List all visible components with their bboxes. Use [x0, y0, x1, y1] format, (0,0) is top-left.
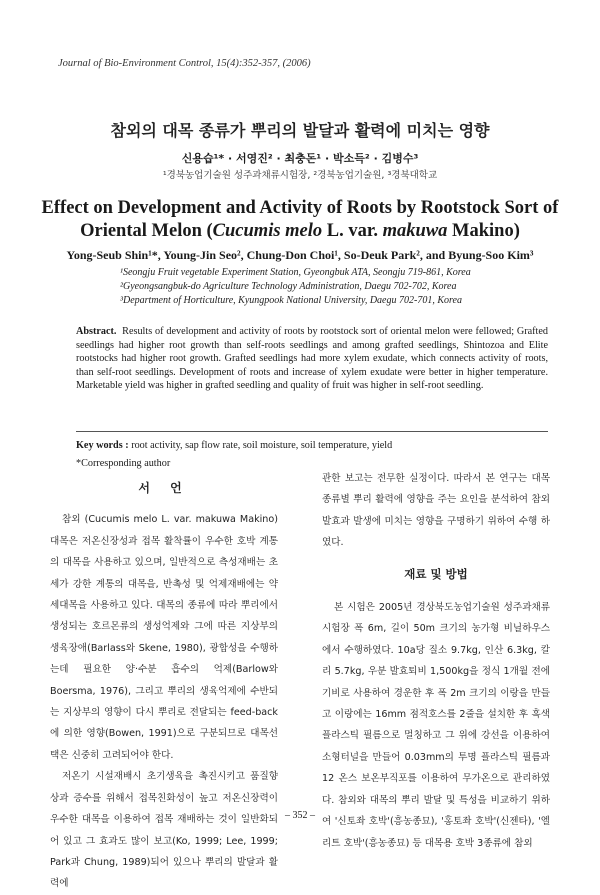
intro-paragraph-2: 저온기 시설재배시 초기생육을 촉진시키고 품질향상과 증수를 위해서 접목친화성이 높고 저온신장력이 우수한 대목을 이용하여 접목 재배하는 것이 일반화되어 있고 그 효과도 많이 보고(Ko, 1999; Lee, 1999; Park과 Chung, 1989)되어 있으나 뿌리의 발달과 활력에	[50, 771, 278, 890]
title-part: Oriental Melon (	[80, 221, 213, 241]
title-part: L. var.	[322, 221, 383, 241]
english-title-line-2	[40, 220, 560, 243]
korean-affiliations: ¹경북농업기술원 성주과채류시험장, ²경북농업기술원, ³경북대학교	[162, 170, 438, 181]
abstract-label: Abstract.	[76, 326, 117, 337]
corresponding-author-note: *Corresponding author	[76, 458, 171, 469]
english-title-line-1: Effect on Development and Activity of Roots by Rootstock Sort of	[41, 198, 559, 218]
affiliation-3: ³Department of Horticulture, Kyungpook National University, Daegu 702-701, Korea	[120, 295, 462, 306]
keywords-list: root activity, sap flow rate, soil moisture, soil temperature, yield	[128, 440, 393, 451]
page-number: – 352 –	[285, 810, 315, 821]
left-column	[50, 478, 278, 895]
english-affiliations	[120, 266, 520, 308]
abstract-text: Results of development and activity of roots by rootstock sort of oriental melon were fellowed; Grafted seedlings had higher root growth than self-roots seedlings and among grafted seedlings, Shintozoa and Elite rootstocks had higher root growth. Grafted seedlings had more xylem exudate, which connects activity of roots, than self-root seedlings. Development of roots and increase of xylem exudate were better in higher temperature. Marketable yield was higher in grafted seedling and quality of fruit was higher in self-root seedling.	[76, 326, 548, 392]
english-authors: Yong-Seub Shin¹*, Young-Jin Seo², Chung-Don Choi¹, So-Deuk Park², and Byung-Soo Kim³	[66, 248, 534, 262]
affiliation-1: ¹Seongju Fruit vegetable Experiment Station, Gyeongbuk ATA, Seongju 719-861, Korea	[120, 267, 471, 278]
korean-title: 참외의 대목 종류가 뿌리의 발달과 활력에 미치는 영향	[110, 121, 490, 140]
affiliation-2: ²Gyeongsangbuk-do Agriculture Technology Administration, Daegu 702-702, Korea	[120, 281, 457, 292]
keywords-label: Key words :	[76, 440, 129, 451]
introduction-heading: 서 언	[138, 481, 190, 495]
title-variety: makuwa	[382, 221, 448, 241]
title-species: Cucumis melo	[212, 221, 323, 241]
methods-heading: 재료 및 방법	[404, 566, 468, 581]
intro-paragraph-continued: 관한 보고는 전무한 실정이다. 따라서 본 연구는 대목종류별 뿌리 활력에 영향을 주는 요인을 분석하여 참외 발효과 발생에 미치는 영향을 구명하기 위하여 수행 하였다.	[322, 473, 550, 549]
divider	[76, 431, 548, 432]
keywords	[76, 440, 556, 451]
methods-paragraph-1: 본 시험은 2005년 경상북도농업기술원 성주과채류시험장 폭 6m, 길이 50m 크기의 농가형 비닐하우스에서 수행하였다. 10a당 질소 9.7kg, 인산 6.3kg, 칼리 5.7kg, 우분 발효퇴비 1,500kg을 정식 1개월 전에 기비로 사용하여 경운한 후 폭 2m 크기의 이랑을 만들고 이랑에는 16mm 점적호스를 2줄을 설치한 후 흑색 플라스틱 필름으로 멀칭하고 그 위에 강선을 이용하여 소형터널을 만들어 0.03mm의 투명 플라스틱 필름과 12 온스 보온부직포를 이용하여 무가온으로 관리하였다. 참외와 대목의 뿌리 발달 및 특성을 비교하기 위하여 '신토좌 호박'(흥농종묘), '홍토좌 호박'(신젠타), '엘리트 호박'(흥농종묘) 등 대목용 호박 3종류에 참외	[322, 602, 550, 849]
english-title	[40, 197, 560, 243]
journal-citation: Journal of Bio-Environment Control, 15(4):352-357, (2006)	[58, 58, 311, 69]
abstract	[76, 325, 548, 393]
korean-authors: 신용습¹* · 서영진² · 최충돈¹ · 박소득² · 김병수³	[181, 152, 419, 165]
right-column	[322, 468, 550, 854]
intro-paragraph-1: 참외 (Cucumis melo L. var. makuwa Makino) 대목은 저온신장성과 접목 활착률이 우수한 호박 계통의 대목을 사용하고 있으며, 일반적으로 측성재배는 초세가 강한 계통의 대목을, 반촉성 및 억제재배에는 약세대목을 사용하고 있다. 대목의 종류에 따라 뿌리에서 생성되는 호르몬류의 생성억제와 그에 따른 지상부의 생육장애(Barlass와 Skene, 1980), 광합성을 수행하는데 필요한 양·수분 흡수의 억제(Barlow와 Boersma, 1976), 그리고 뿌리의 생육억제에 수반되는 지상부의 영향이 다시 뿌리로 전달되는 feed-back에 의한 영향(Bowen, 1991)으로 구분되므로 대목선택은 신중히 고려되어야 한다.	[50, 514, 278, 761]
title-part: Makino)	[447, 221, 520, 241]
